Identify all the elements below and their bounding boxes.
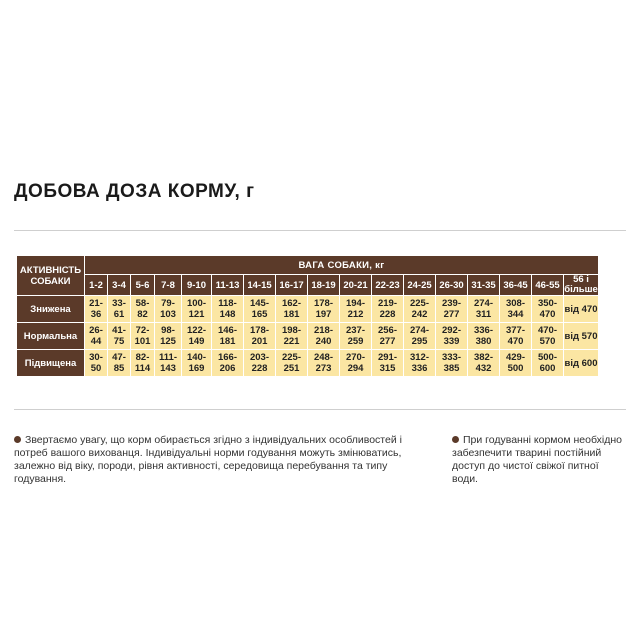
activity-label: Знижена — [17, 296, 84, 322]
table-cell: 58-82 — [131, 296, 154, 322]
table-row — [17, 296, 598, 322]
weight-range: 46-55 — [532, 275, 563, 295]
table-cell: 41-75 — [108, 323, 130, 349]
weight-range: 3-4 — [108, 275, 130, 295]
table-cell: 79-103 — [155, 296, 181, 322]
table-cell: 178-201 — [244, 323, 275, 349]
table-cell: 146-181 — [212, 323, 243, 349]
weight-header: ВАГА СОБАКИ, кг — [85, 256, 598, 274]
weight-range: 56 і більше — [564, 274, 598, 295]
table-cell: 274-311 — [468, 296, 499, 322]
table-cell: 72-101 — [131, 323, 154, 349]
weight-range: 11-13 — [212, 275, 243, 295]
table-cell: 429-500 — [500, 350, 531, 376]
table-cell: 274-295 — [404, 323, 435, 349]
weight-range: 1-2 — [85, 275, 107, 295]
table-cell: 219-228 — [372, 296, 403, 322]
table-cell: 336-380 — [468, 323, 499, 349]
water-note — [452, 434, 627, 486]
feeding-note — [14, 434, 424, 486]
weight-range: 5-6 — [131, 275, 154, 295]
table-cell: 98-125 — [155, 323, 181, 349]
table-cell: 382-432 — [468, 350, 499, 376]
table-cell: 225-242 — [404, 296, 435, 322]
table-cell: 30-50 — [85, 350, 107, 376]
table-cell: 178-197 — [308, 296, 339, 322]
weight-range: 24-25 — [404, 275, 435, 295]
table-cell: 118-148 — [212, 296, 243, 322]
table-cell: 203-228 — [244, 350, 275, 376]
table-cell: 308-344 — [500, 296, 531, 322]
bullet-icon — [452, 436, 459, 443]
table-row — [17, 350, 598, 376]
table-cell: від 600 — [564, 350, 598, 376]
table-cell: 470-570 — [532, 323, 563, 349]
table-cell: 292-339 — [436, 323, 467, 349]
table-cell: 239-277 — [436, 296, 467, 322]
table-cell: 333-385 — [436, 350, 467, 376]
table-cell: від 470 — [564, 296, 598, 322]
table-cell: 140-169 — [182, 350, 211, 376]
table-cell: 33-61 — [108, 296, 130, 322]
weight-range: 22-23 — [372, 275, 403, 295]
page-title: ДОБОВА ДОЗА КОРМУ, г — [14, 181, 255, 202]
table-cell: 256-277 — [372, 323, 403, 349]
activity-label: Підвищена — [17, 350, 84, 376]
water-note-text: При годуванні кормом необхідно забезпечити тварині постійний доступ до чистої свіжої питної води. — [452, 434, 622, 485]
table-cell: 26-44 — [85, 323, 107, 349]
weight-range-row — [17, 275, 598, 295]
table-cell: 312-336 — [404, 350, 435, 376]
weight-range: 7-8 — [155, 275, 181, 295]
table-row — [17, 323, 598, 349]
weight-range: 26-30 — [436, 275, 467, 295]
table-cell: 111-143 — [155, 350, 181, 376]
table-cell: 21-36 — [85, 296, 107, 322]
weight-range: 20-21 — [340, 275, 371, 295]
table-cell: 145-165 — [244, 296, 275, 322]
table-cell: 500-600 — [532, 350, 563, 376]
weight-range: 9-10 — [182, 275, 211, 295]
table-cell: 47-85 — [108, 350, 130, 376]
table-cell: 248-273 — [308, 350, 339, 376]
table-cell: 198-221 — [276, 323, 307, 349]
table-cell: 166-206 — [212, 350, 243, 376]
top-divider — [14, 230, 626, 231]
feeding-note-text: Звертаємо увагу, що корм обирається згідно з індивідуальних особливостей і потреб вашого вихованця. Індивідуальні норми годування можуть змінюватись, залежно від віку, породи, рівня активності, середовища перебування та типу годування. — [14, 434, 402, 485]
table-cell: 218-240 — [308, 323, 339, 349]
weight-range: 36-45 — [500, 275, 531, 295]
table-cell: від 570 — [564, 323, 598, 349]
activity-label: Нормальна — [17, 323, 84, 349]
table-cell: 162-181 — [276, 296, 307, 322]
bottom-divider — [14, 409, 626, 410]
table-cell: 377-470 — [500, 323, 531, 349]
weight-range: 16-17 — [276, 275, 307, 295]
table-cell: 82-114 — [131, 350, 154, 376]
table-cell: 100-121 — [182, 296, 211, 322]
table-cell: 194-212 — [340, 296, 371, 322]
weight-range: 31-35 — [468, 275, 499, 295]
bullet-icon — [14, 436, 21, 443]
table-cell: 237-259 — [340, 323, 371, 349]
table-cell: 350-470 — [532, 296, 563, 322]
activity-header: АКТИВНІСТЬ СОБАКИ — [17, 256, 84, 295]
table-cell: 270-294 — [340, 350, 371, 376]
weight-range: 18-19 — [308, 275, 339, 295]
feeding-table — [16, 255, 599, 377]
weight-range: 14-15 — [244, 275, 275, 295]
table-cell: 225-251 — [276, 350, 307, 376]
table-cell: 122-149 — [182, 323, 211, 349]
table-cell: 291-315 — [372, 350, 403, 376]
